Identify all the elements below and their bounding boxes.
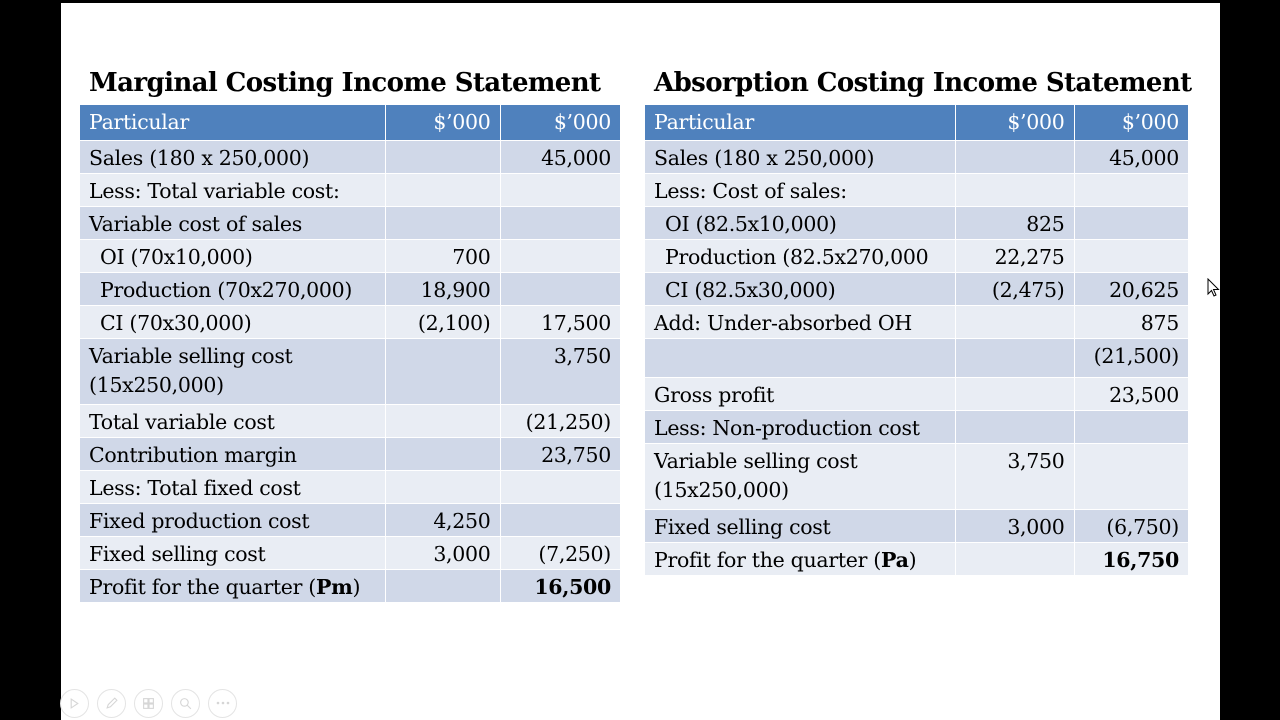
pen-icon[interactable] — [97, 689, 126, 718]
row-amount-1 — [955, 306, 1074, 339]
play-icon[interactable] — [60, 689, 89, 718]
table-row — [80, 306, 620, 339]
row-amount-2 — [500, 273, 620, 306]
profit-row — [645, 543, 1188, 576]
table-row — [645, 240, 1188, 273]
row-amount-1 — [385, 438, 500, 471]
row-label: Production (70x270,000) — [80, 273, 385, 306]
table-header-row — [80, 105, 620, 141]
row-amount-1 — [385, 405, 500, 438]
row-amount-2: 45,000 — [500, 141, 620, 174]
table-row — [80, 438, 620, 471]
profit-label — [80, 570, 385, 603]
row-amount-1 — [385, 570, 500, 603]
row-amount-2 — [1074, 240, 1188, 273]
table-row — [80, 207, 620, 240]
row-amount-2: 23,500 — [1074, 378, 1188, 411]
row-amount-1: (2,100) — [385, 306, 500, 339]
row-amount-1: 3,000 — [955, 510, 1074, 543]
row-amount-2 — [1074, 411, 1188, 444]
row-label: Less: Non-production cost — [645, 411, 955, 444]
row-amount-2: 3,750 — [500, 339, 620, 405]
header-particular: Particular — [645, 105, 955, 141]
row-amount-1: (2,475) — [955, 273, 1074, 306]
row-amount-1 — [955, 141, 1074, 174]
row-amount-2: 23,750 — [500, 438, 620, 471]
row-amount-2 — [500, 240, 620, 273]
row-label — [645, 339, 955, 378]
row-amount-1: 22,275 — [955, 240, 1074, 273]
row-label: CI (82.5x30,000) — [645, 273, 955, 306]
row-amount-2 — [1074, 207, 1188, 240]
row-label: Fixed selling cost — [645, 510, 955, 543]
row-label: OI (70x10,000) — [80, 240, 385, 273]
row-amount-1 — [385, 207, 500, 240]
table-row — [80, 240, 620, 273]
table-row — [80, 273, 620, 306]
profit-label-symbol: Pa — [881, 548, 909, 572]
marginal-title: Marginal Costing Income Statement — [89, 68, 601, 98]
slideshow-toolbar — [60, 688, 237, 718]
row-amount-1: 700 — [385, 240, 500, 273]
row-amount-2 — [500, 174, 620, 207]
table-row — [645, 339, 1188, 378]
row-label: Less: Total fixed cost — [80, 471, 385, 504]
table-row — [645, 510, 1188, 543]
marginal-statement — [80, 68, 620, 603]
row-amount-2 — [1074, 174, 1188, 207]
table-row — [645, 411, 1188, 444]
table-row — [80, 174, 620, 207]
row-amount-1: 825 — [955, 207, 1074, 240]
row-amount-2: (7,250) — [500, 537, 620, 570]
row-label: Variable selling cost (15x250,000) — [80, 339, 385, 405]
header-amount-2: $’000 — [500, 105, 620, 141]
header-particular: Particular — [80, 105, 385, 141]
row-label: Production (82.5x270,000 — [645, 240, 955, 273]
profit-label-symbol: Pm — [316, 575, 353, 599]
row-amount-2 — [500, 504, 620, 537]
row-amount-2 — [1074, 444, 1188, 510]
marginal-table — [80, 105, 620, 603]
row-amount-1: 18,900 — [385, 273, 500, 306]
table-row — [80, 405, 620, 438]
slides-icon[interactable] — [134, 689, 163, 718]
table-header-row — [645, 105, 1188, 141]
row-amount-1 — [385, 141, 500, 174]
header-amount-1: $’000 — [385, 105, 500, 141]
row-amount-2: 20,625 — [1074, 273, 1188, 306]
absorption-statement — [645, 68, 1192, 576]
row-label: Sales (180 x 250,000) — [645, 141, 955, 174]
profit-amount: 16,750 — [1074, 543, 1188, 576]
row-label: CI (70x30,000) — [80, 306, 385, 339]
header-amount-2: $’000 — [1074, 105, 1188, 141]
absorption-table — [645, 105, 1188, 576]
profit-label-prefix: Profit for the quarter ( — [654, 548, 881, 572]
row-amount-2: 45,000 — [1074, 141, 1188, 174]
table-row — [645, 207, 1188, 240]
row-amount-2: 17,500 — [500, 306, 620, 339]
cursor-icon — [1207, 278, 1221, 302]
row-label: Variable cost of sales — [80, 207, 385, 240]
row-amount-1: 3,750 — [955, 444, 1074, 510]
table-row — [645, 174, 1188, 207]
row-amount-2 — [500, 471, 620, 504]
profit-row — [80, 570, 620, 603]
more-icon[interactable] — [208, 689, 237, 718]
row-amount-2: (6,750) — [1074, 510, 1188, 543]
row-amount-1 — [955, 378, 1074, 411]
row-label: Sales (180 x 250,000) — [80, 141, 385, 174]
table-row — [80, 141, 620, 174]
row-label: OI (82.5x10,000) — [645, 207, 955, 240]
row-amount-1 — [955, 174, 1074, 207]
header-amount-1: $’000 — [955, 105, 1074, 141]
row-amount-1 — [955, 543, 1074, 576]
table-row — [80, 504, 620, 537]
row-label: Contribution margin — [80, 438, 385, 471]
slide — [61, 3, 1220, 720]
row-amount-1 — [385, 174, 500, 207]
table-row — [645, 273, 1188, 306]
row-amount-2 — [500, 207, 620, 240]
profit-label-suffix: ) — [352, 575, 361, 599]
absorption-title: Absorption Costing Income Statement — [654, 68, 1192, 98]
row-label: Add: Under-absorbed OH — [645, 306, 955, 339]
table-row — [80, 471, 620, 504]
row-amount-2: 875 — [1074, 306, 1188, 339]
row-amount-2: (21,250) — [500, 405, 620, 438]
row-label: Fixed selling cost — [80, 537, 385, 570]
row-label: Less: Cost of sales: — [645, 174, 955, 207]
table-row — [645, 141, 1188, 174]
row-label: Fixed production cost — [80, 504, 385, 537]
row-amount-1: 3,000 — [385, 537, 500, 570]
table-row — [80, 537, 620, 570]
zoom-icon[interactable] — [171, 689, 200, 718]
row-amount-2: (21,500) — [1074, 339, 1188, 378]
row-amount-1 — [385, 339, 500, 405]
row-label: Total variable cost — [80, 405, 385, 438]
row-amount-1 — [955, 339, 1074, 378]
row-label: Gross profit — [645, 378, 955, 411]
profit-label-suffix: ) — [908, 548, 917, 572]
row-amount-1 — [385, 471, 500, 504]
table-row — [645, 306, 1188, 339]
profit-label-prefix: Profit for the quarter ( — [89, 575, 316, 599]
row-label: Less: Total variable cost: — [80, 174, 385, 207]
profit-label — [645, 543, 955, 576]
table-row — [80, 339, 620, 405]
row-label: Variable selling cost (15x250,000) — [645, 444, 955, 510]
profit-amount: 16,500 — [500, 570, 620, 603]
table-row — [645, 444, 1188, 510]
table-row — [645, 378, 1188, 411]
row-amount-1 — [955, 411, 1074, 444]
row-amount-1: 4,250 — [385, 504, 500, 537]
